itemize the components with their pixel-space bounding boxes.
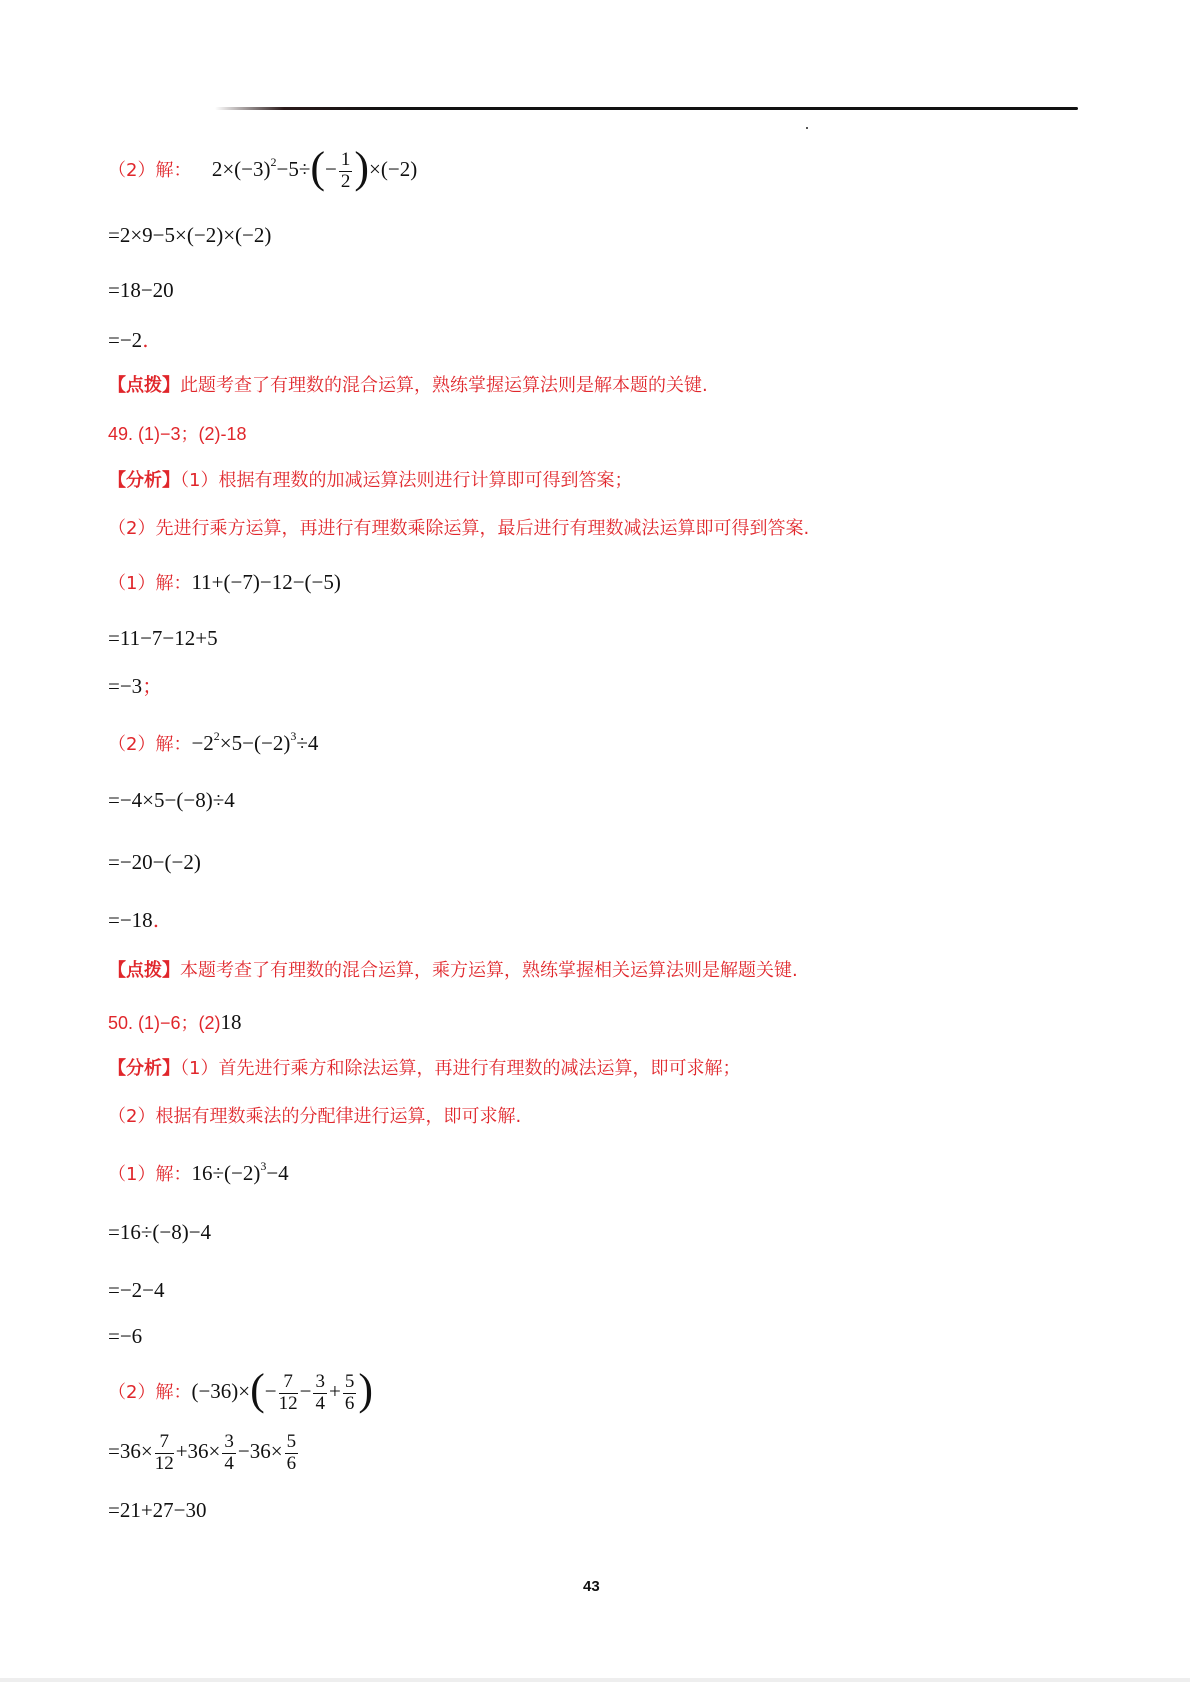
fraction [343,1372,357,1415]
fraction [313,1372,327,1415]
tip-label: 【点拨】 [108,375,180,396]
q48-step-2: =18−20 [108,278,174,302]
expr-part: ÷4 [296,731,319,755]
fraction [222,1432,236,1475]
analysis-label: 【分析】 [108,470,180,491]
end-mark: . [142,328,149,352]
expr: 11+(−7)−12−(−5) [191,570,341,594]
tip-label: 【点拨】 [108,960,180,981]
expr-part: −2 [191,731,214,755]
denominator: 2 [340,170,351,192]
numerator: 1 [340,149,351,170]
denominator: 6 [344,1392,355,1414]
fraction [279,1372,298,1415]
tip-text: 此题考查了有理数的混合运算，熟练掌握运算法则是解本题的关键. [180,375,708,396]
exponent: 2 [270,155,277,170]
fraction [285,1432,299,1475]
frac-sign: − [325,157,337,182]
step-text: =−2 [108,328,143,352]
expr-part: ×(−2) [369,157,418,182]
exponent: 2 [213,729,220,743]
page-bottom-edge [0,1678,1190,1682]
tip-text: 本题考查了有理数的混合运算，乘方运算，熟练掌握相关运算法则是解题关键. [180,960,798,981]
q50-analysis-1 [108,1060,740,1078]
q50-p2-step-2: =21+27−30 [108,1498,207,1522]
q49-p1-problem [108,572,341,593]
q49-p1-label: （1）解： [108,573,192,594]
left-paren: ( [310,143,326,193]
q49-p1-step-2 [108,676,162,697]
q49-p2-problem [108,730,318,754]
q48-step-1: =2×9−5×(−2)×(−2) [108,223,272,247]
numerator: 3 [315,1371,325,1392]
q49-analysis-2: （2）先进行乘方运算，再进行有理数乘除运算，最后进行有理数减法运算即可得到答案. [108,518,810,539]
expr-part: 2×(−3) [211,157,271,182]
q50-p1-step-1: =16÷(−8)−4 [108,1220,212,1244]
expr-part: 16÷(−2) [191,1161,261,1185]
q49-p2-step-3 [108,910,159,931]
answer-value: 18 [220,1010,242,1034]
header-rule [215,107,1078,110]
q48-p2-label: （2）解： [108,160,192,182]
page-number: 43 [583,1578,600,1595]
denominator: 12 [278,1392,298,1414]
denominator: 4 [315,1392,325,1414]
exponent: 3 [290,729,297,743]
q50-p2-problem [108,1365,373,1415]
frac-sign: − [299,1379,312,1404]
end-mark: ； [142,674,163,698]
expr-part: −5÷ [276,157,311,182]
q50-p2-label: （2）解： [108,1382,192,1404]
q50-p1-problem [108,1160,289,1184]
denominator: 6 [286,1452,297,1474]
q48-p2-problem [108,143,418,193]
answer-prefix: 50. (1)−6；(2) [108,1013,221,1033]
numerator: 7 [155,1432,174,1454]
expr-part: (−36)× [191,1379,251,1404]
q50-p1-step-3: =−6 [108,1324,143,1348]
q50-answer [108,1012,242,1033]
q50-p2-step-1 [108,1432,300,1475]
expr-part: =36× [108,1439,153,1464]
expr-part: ×5−(−2) [219,731,291,755]
q48-step-3 [108,330,149,351]
numerator: 5 [344,1371,355,1392]
exponent: 3 [260,1159,267,1173]
numerator: 5 [286,1431,297,1452]
step-text: =−18 [108,908,153,932]
numerator: 3 [224,1431,234,1452]
frac-sign: + [328,1379,341,1404]
q49-p2-label: （2）解： [108,734,192,755]
analysis-label: 【分析】 [108,1058,180,1079]
q49-p2-step-1: =−4×5−(−8)÷4 [108,788,235,812]
q49-analysis-1 [108,472,632,490]
denominator: 12 [154,1452,174,1474]
right-paren: ) [354,143,370,193]
right-paren: ) [358,1365,373,1415]
expr-part: +36× [175,1439,221,1464]
q49-tip [108,962,798,980]
expr-part: −36× [237,1439,283,1464]
q50-p1-label: （1）解： [108,1164,192,1185]
analysis-text: （1）根据有理数的加减运算法则进行计算即可得到答案； [180,470,633,491]
step-text: =−3 [108,674,143,698]
fraction [339,150,353,193]
q49-answer: 49. (1)−3；(2)-18 [108,424,247,444]
expr-part: −4 [266,1161,289,1185]
header-dot [806,127,808,129]
end-mark: . [152,908,160,932]
analysis-text: （1）首先进行乘方和除法运算，再进行有理数的减法运算，即可求解； [180,1058,741,1079]
q50-analysis-2: （2）根据有理数乘法的分配律进行运算，即可求解. [108,1106,522,1127]
q49-p2-step-2: =−20−(−2) [108,850,201,874]
fraction [155,1432,174,1475]
numerator: 7 [279,1372,298,1394]
q49-p1-step-1: =11−7−12+5 [108,626,218,650]
q48-tip [108,377,708,395]
frac-sign: − [264,1379,277,1404]
q50-p1-step-2: =−2−4 [108,1278,165,1302]
denominator: 4 [224,1452,234,1474]
left-paren: ( [250,1365,265,1415]
